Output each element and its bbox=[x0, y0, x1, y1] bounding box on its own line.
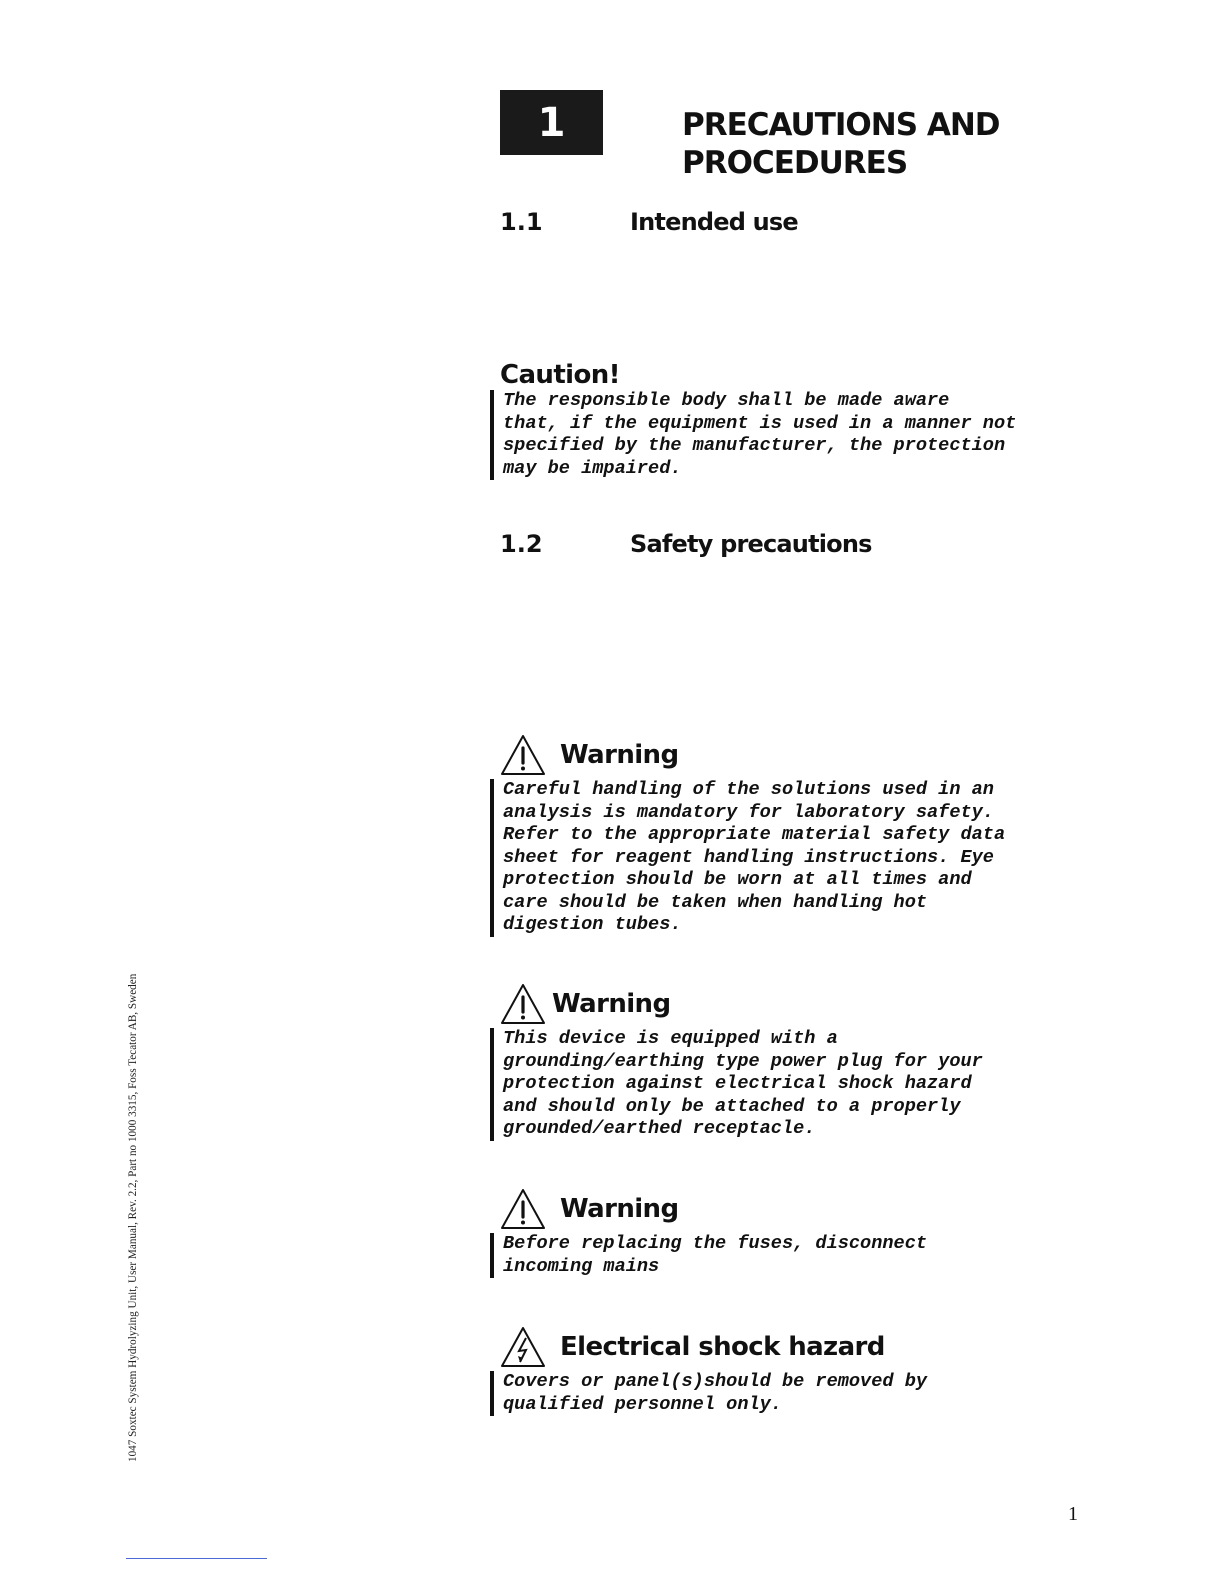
caution-heading-text: Caution! bbox=[500, 360, 620, 390]
bottom-rule bbox=[126, 1558, 267, 1559]
section-title-safety: Safety precautions bbox=[630, 530, 872, 558]
warning-heading-3-text: Warning bbox=[560, 1194, 679, 1224]
section-title-intended-use: Intended use bbox=[630, 208, 798, 236]
warning-heading-2 bbox=[500, 983, 670, 1025]
shock-hazard-text: Covers or panel(s)should be removed by qualified personnel only. bbox=[490, 1371, 927, 1416]
warning-triangle-icon bbox=[500, 1188, 546, 1230]
shock-hazard-heading bbox=[500, 1326, 885, 1368]
warning-triangle-icon bbox=[500, 983, 546, 1025]
caution-heading bbox=[500, 360, 620, 390]
warning-text-3: Before replacing the fuses, disconnect incoming mains bbox=[490, 1233, 927, 1278]
warning-triangle-icon bbox=[500, 734, 546, 776]
warning-heading-3 bbox=[500, 1188, 678, 1230]
section-number-intended-use: 1.1 bbox=[500, 208, 543, 236]
chapter-title-line2: PROCEDURES bbox=[682, 145, 908, 181]
section-number-safety: 1.2 bbox=[500, 530, 543, 558]
warning-heading-1 bbox=[500, 734, 678, 776]
chapter-title-line1: PRECAUTIONS AND bbox=[682, 107, 1000, 143]
caution-text: The responsible body shall be made aware that, if the equipment is used in a manner not specified by the manufacturer, the protection may be impaired. bbox=[490, 390, 1016, 480]
side-document-reference: 1047 Soxtec System Hydrolyzing Unit, User Manual, Rev. 2.2, Part no 1000 3315, Foss Tecator AB, Sweden bbox=[127, 973, 139, 1462]
warning-text-1: Careful handling of the solutions used in an analysis is mandatory for laboratory safety. Refer to the appropriate material safety data sheet for reagent handling instructions. Eye protection should be worn at all times and care should be taken when handling hot digestion tubes. bbox=[490, 779, 1005, 937]
chapter-number: 1 bbox=[537, 99, 566, 146]
warning-heading-2-text: Warning bbox=[552, 989, 671, 1019]
electrical-hazard-icon bbox=[500, 1326, 546, 1368]
warning-heading-1-text: Warning bbox=[560, 740, 679, 770]
page-number: 1 bbox=[1068, 1503, 1078, 1525]
warning-text-2: This device is equipped with a grounding/earthing type power plug for your protection against electrical shock hazard and should only be attached to a properly grounded/earthed receptacle. bbox=[490, 1028, 983, 1141]
chapter-title bbox=[682, 106, 1000, 182]
shock-hazard-heading-text: Electrical shock hazard bbox=[560, 1332, 885, 1362]
chapter-number-box bbox=[500, 90, 603, 155]
